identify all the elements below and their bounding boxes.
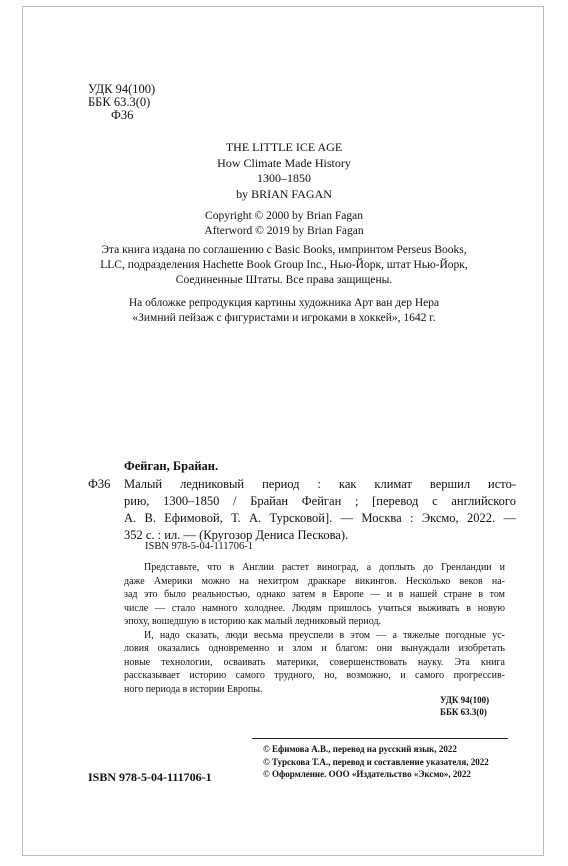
udk-code: УДК 94(100): [88, 82, 156, 96]
cover-note-line: На обложке репродукция картины художника Арт ван дер Нера: [128, 297, 440, 309]
isbn-bottom: ISBN 978-5-04-111706-1: [88, 770, 212, 784]
annotation-line: ного периода в истории Европы.: [124, 683, 263, 695]
annotation-line: рассказывает историю самого трудного, но, возможно, и самого прогрессив-: [124, 670, 505, 681]
original-title: THE LITTLE ICE AGE: [225, 140, 343, 154]
credits-block: [263, 743, 489, 781]
original-author: by BRIAN FAGAN: [236, 186, 332, 201]
annotation-line: новые технологии, осваивать материки, совершенствовать науку. Эта книга: [124, 656, 505, 668]
copyright-block: [0, 209, 568, 238]
udk-block: [88, 83, 155, 122]
agreement-paragraph: [0, 243, 568, 288]
agreement-line: Соединенные Штаты. Все права защищены.: [175, 274, 393, 286]
catalog-line: А. В. Ефимовой, Т. А. Турсковой]. — Москва : Эксмо, 2022. —: [124, 511, 516, 525]
catalog-line: Малый ледниковый период : как климат вершил исто-: [124, 477, 516, 491]
credit-line: © Ефимова А.В., перевод на русский язык, 2022: [263, 744, 457, 754]
annotation-line: И, надо сказать, люди весьма преуспели в этом — а тяжелые погодные ус-: [144, 629, 505, 641]
annotation-line: эпоху, вошедшую в историю как малый ледниковый период.: [124, 616, 382, 627]
bbk-code: ББК 63.3(0): [88, 95, 151, 109]
catalog-code: Ф36: [88, 477, 111, 491]
agreement-line: LLC, подразделения Hachette Book Group Inc., Нью-Йорк, штат Нью-Йорк,: [100, 259, 468, 271]
page-border: [22, 6, 544, 856]
catalog-line: 352 с. : ил. — (Кругозор Дениса Пескова).: [124, 528, 349, 542]
catalog-line: рию, 1300–1850 / Брайан Фейган ; [перевод с английского: [124, 494, 516, 508]
original-subtitle: How Climate Made History: [217, 155, 351, 170]
author-sign: Ф36: [111, 108, 134, 122]
agreement-line: Эта книга издана по соглашению с Basic Books, импринтом Perseus Books,: [101, 244, 467, 256]
annotation-line: даже Америки можно на нехитром драккаре викингов. Несколько веков на-: [124, 575, 505, 587]
catalog-author-heading: Фейган, Брайан.: [124, 459, 219, 473]
afterword-copyright-line: Afterword © 2019 by Brian Fagan: [204, 224, 364, 237]
annotation-line: числе — стало намного холоднее. Людям пришлось учиться выживать в новую: [124, 602, 505, 614]
udk-code: УДК 94(100): [440, 695, 490, 705]
catalog-isbn: ISBN 978-5-04-111706-1: [145, 541, 254, 552]
original-title-block: [0, 140, 568, 202]
credit-line: © Оформление. ООО «Издательство «Эксмо», 2022: [263, 769, 471, 779]
original-years: 1300–1850: [257, 171, 311, 185]
cover-note-line: «Зимний пейзаж с фигуристами и игроками в хоккей», 1642 г.: [132, 312, 436, 324]
annotation-line: зад это было реальностью, однако затем в Европе — и в нашей стране в том: [124, 589, 505, 600]
cover-note-paragraph: [0, 296, 568, 326]
copyright-line: Copyright © 2000 by Brian Fagan: [205, 210, 363, 222]
credit-line: © Турскова Т.А., перевод и составление указателя, 2022: [263, 756, 489, 767]
annotation-line: ловия оказались одновременно и злом и благом: они вынуждали изобретать: [124, 643, 505, 654]
annotation: [124, 561, 505, 696]
bbk-code: ББК 63.3(0): [440, 707, 487, 717]
divider-line: [252, 738, 508, 739]
udk-right-block: [440, 694, 489, 718]
annotation-line: Представьте, что в Англии растет виноград, а доплыть до Гренландии и: [144, 562, 505, 573]
catalog-description: [124, 476, 516, 544]
